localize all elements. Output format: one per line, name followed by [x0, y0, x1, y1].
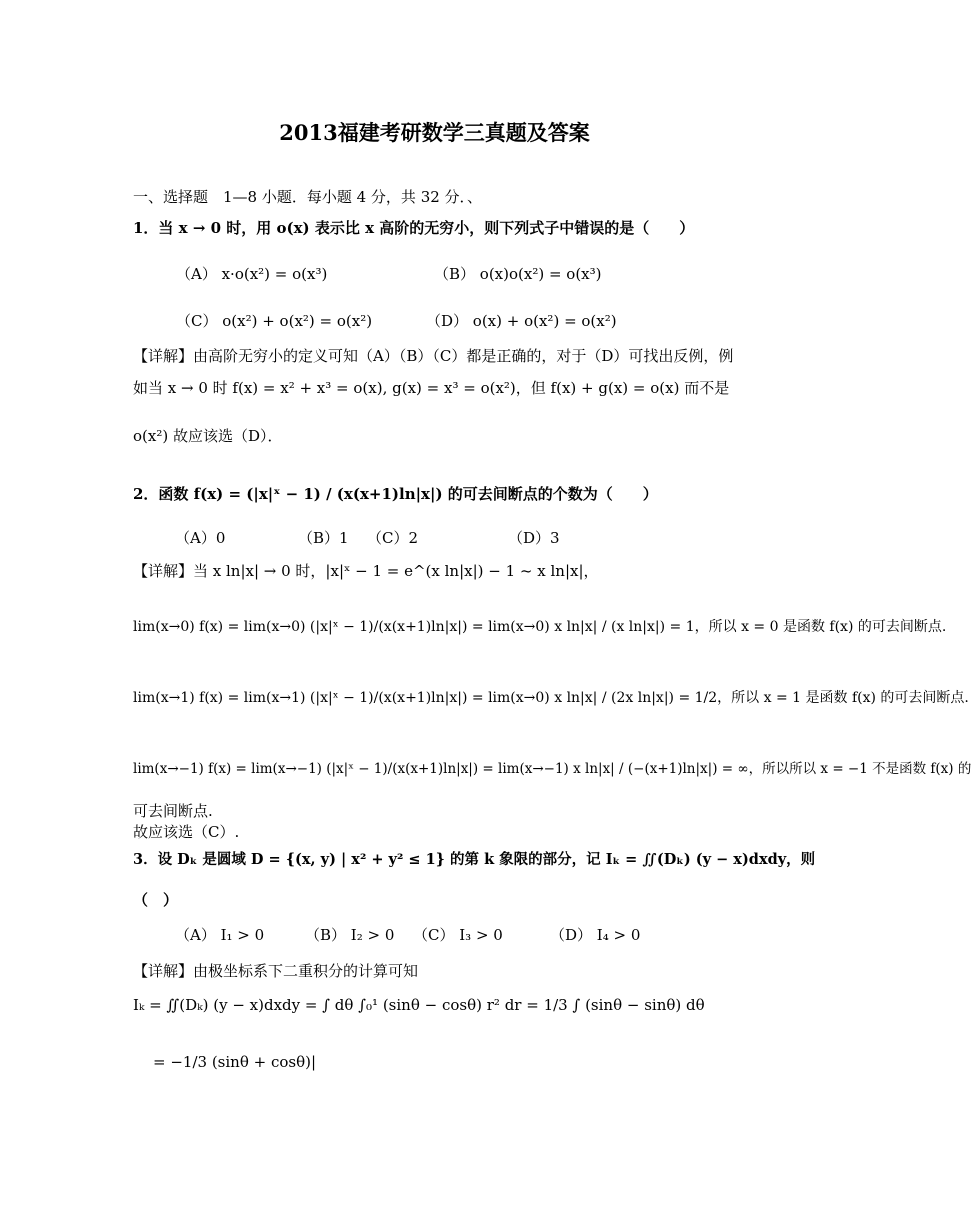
q3-paren: （ ） [133, 891, 179, 909]
q2-limit-line3-cont: 可去间断点. [133, 802, 213, 820]
q2-answer-line: 故应该选（C）. [133, 823, 240, 841]
q1-option-a: （A） x·o(x²) = o(x³) [176, 265, 328, 283]
q2-stem: 2．函数 f(x) = (|x|ˣ − 1) / (x(x+1)ln|x|) 的可去间断点的个数为（ ） [133, 485, 658, 503]
q3-option-d: （D） I₄ > 0 [550, 926, 641, 944]
q2-limit-line1: lim(x→0) f(x) = lim(x→0) (|x|ˣ − 1)/(x(x+1)ln|x|) = lim(x→0) x ln|x| / (x ln|x|) = 1，所以 x = 0 是函数 f(x) 的可去间断点. [133, 619, 947, 635]
q3-option-a: （A） I₁ > 0 [175, 926, 265, 944]
q1-stem: 1．当 x → 0 时，用 o(x) 表示比 x 高阶的无穷小，则下列式子中错误的是（ ） [133, 219, 695, 237]
q2-option-d: （D）3 [508, 529, 560, 547]
q2-option-a: （A）0 [175, 529, 226, 547]
q3-detail-line1: 【详解】由极坐标系下二重积分的计算可知 [133, 962, 419, 980]
q2-option-b: （B）1 [298, 529, 349, 547]
q3-equation-line1: Iₖ = ∬(Dₖ) (y − x)dxdy = ∫ dθ ∫₀¹ (sinθ − cosθ) r² dr = 1/3 ∫ (sinθ − sinθ) dθ [133, 996, 705, 1014]
q3-option-c: （C） I₃ > 0 [413, 926, 503, 944]
q1-option-b: （B） o(x)o(x²) = o(x³) [434, 265, 602, 283]
q3-option-b: （B） I₂ > 0 [305, 926, 395, 944]
q3-equation-line2: = −1/3 (sinθ + cosθ)| [153, 1053, 317, 1071]
q1-detail-line1: 【详解】由高阶无穷小的定义可知（A）（B）（C）都是正确的，对于（D）可找出反例，例 [133, 347, 734, 365]
q3-stem: 3．设 Dₖ 是圆域 D = {(x, y) | x² + y² ≤ 1} 的第 k 象限的部分，记 Iₖ = ∬(Dₖ) (y − x)dxdy，则 [133, 851, 816, 868]
section-header: 一、选择题 1—8 小题．每小题 4 分，共 32 分．、 [133, 188, 483, 206]
q2-limit-line3: lim(x→−1) f(x) = lim(x→−1) (|x|ˣ − 1)/(x(x+1)ln|x|) = lim(x→−1) x ln|x| / (−(x+1)ln|x|) = ∞，所以所以 x = −1 不是函数 f(x) 的 [133, 761, 971, 777]
q1-option-c: （C） o(x²) + o(x²) = o(x²) [176, 312, 373, 330]
q2-option-c: （C）2 [367, 529, 419, 547]
q2-limit-line2: lim(x→1) f(x) = lim(x→1) (|x|ˣ − 1)/(x(x+1)ln|x|) = lim(x→0) x ln|x| / (2x ln|x|) = 1/2，所以 x = 1 是函数 f(x) 的可去间断点. [133, 690, 969, 706]
q1-option-d: （D） o(x) + o(x²) = o(x²) [426, 312, 617, 330]
q1-detail-line3: o(x²) 故应该选（D）． [133, 427, 283, 445]
q2-detail-line1: 【详解】当 x ln|x| → 0 时，|x|ˣ − 1 = e^(x ln|x|) − 1 ~ x ln|x|， [133, 562, 599, 580]
page-title: 2013福建考研数学三真题及答案 [279, 120, 590, 145]
q1-detail-line2: 如当 x → 0 时 f(x) = x² + x³ = o(x), g(x) = x³ = o(x²)，但 f(x) + g(x) = o(x) 而不是 [133, 379, 730, 397]
